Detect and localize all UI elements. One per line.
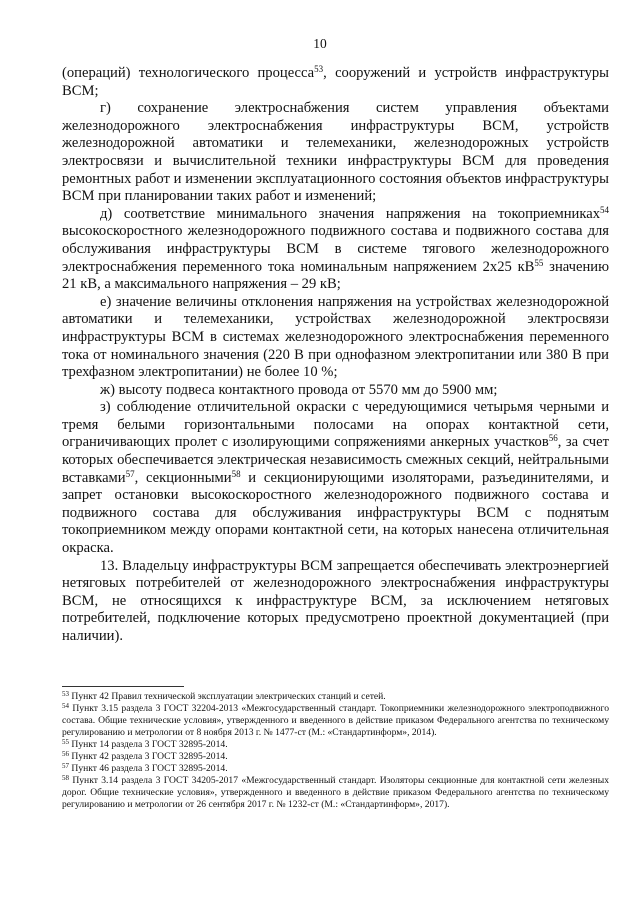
footnote: $^{57}$ Пункт 46 раздела 3 ГОСТ 32895-2014.: [62, 762, 228, 774]
footnote-ref: 58: [231, 468, 241, 479]
paragraph-continuation: (операций) технологического процесса$^{53}$, сооружений и устройств инфраструктуры ВСМ;: [62, 64, 609, 99]
footnote: $^{55}$ Пункт 14 раздела 3 ГОСТ 32895-2014.: [62, 738, 228, 750]
page-number: 10: [313, 36, 327, 51]
paragraph-item-d: д) соответствие минимального значения напряжения на токоприемниках$^{54}$ высокоскоростного железнодорожного подвижного состава и подвижного состава для обслуживания инфраструктуры ВСМ в системе тягового железнодорожного электроснабжения переменного тока номинальным напряжением 2х25 $кВ^{55}$ значению 21 кВ, а максимального напряжения – 29 кВ;: [62, 204, 609, 293]
paragraph-item-zh: ж) высоту подвеса контактного провода от 5570 мм до 5900 мм;: [100, 381, 498, 398]
footnote: $^{54}$ Пункт 3.15 раздела 3 ГОСТ 32204-2013 «Межгосударственный стандарт. Токоприемники железнодорожного электроподвижного состава. Общие технические условия», утвержденного и введенного в действие приказом Федерального агентства по техническому регулированию и метрологии от 8 ноября 2013 г. № 1477-ст (М.: «Стандартинформ», 2014).: [62, 702, 609, 738]
paragraph-item-z: з) соблюдение отличительной окраски с чередующимися четырьмя черными и тремя белыми горизонтальными полосами на опорах контактной сети, ограничивающих пролет с изолирующими сопряжениями анкерных участков$^{56}$, за счет которых обеспечивается электрическая независимость смежных секций, нейтральными вставками$^{57}$, секционными$^{58}$ и секционирующими изоляторами, разъединителями, и запрет остановки высокоскоростного железнодорожного подвижного состава и подвижного состава для обслуживания инфраструктуры ВСМ с поднятым токоприемником между опорами контактной сети, на которых нанесена отличительная окраска.: [62, 399, 609, 557]
paragraph-item-g: г) сохранение электроснабжения систем управления объектами железнодорожного электроснабжения инфраструктуры ВСМ, устройств железнодорожной автоматики и телемеханики, железнодорожных устройств электросвязи и вычислительной техники инфраструктуры ВСМ для проведения ремонтных работ и изменении эксплуатационного состояния объектов инфраструктуры ВСМ при планировании таких работ и изменений;: [62, 100, 609, 205]
footnote-ref: 53: [314, 64, 324, 74]
footnote-separator: [62, 686, 184, 687]
footnote: $^{53}$ Пункт 42 Правил технической эксплуатации электрических станций и сетей.: [62, 690, 386, 702]
footnote: $^{56}$ Пункт 42 раздела 3 ГОСТ 32895-2014.: [62, 750, 228, 762]
paragraph-13: 13. Владельцу инфраструктуры ВСМ запрещается обеспечивать электроэнергией нетяговых потребителей от железнодорожного электроснабжения инфраструктуры ВСМ, не относящихся к инфраструктуре ВСМ, за исключением нетяговых потребителей, подключение которых предусмотрено проектной документацией (при наличии).: [62, 557, 609, 644]
footnote-ref: 55: [534, 257, 544, 268]
paragraph-item-e: е) значение величины отклонения напряжения на устройствах железнодорожной автоматики и телемеханики, устройствах железнодорожной электросвязи инфраструктуры ВСМ в системах железнодорожного электроснабжения переменного тока от номинального значения (220 В при однофазном электропитании или 380 В при трехфазном электропитании) не более 10 %;: [62, 293, 609, 381]
footnote: $^{58}$ Пункт 3.14 раздела 3 ГОСТ 34205-2017 «Межгосударственный стандарт. Изоляторы секционные для контактной сети железных дорог. Общие технические условия», утвержденного и введенного в действие приказом Федерального агентства по техническому регулированию и метрологии от 26 сентября 2017 г. № 1232-ст (М.: «Стандартинформ», 2017).: [62, 774, 609, 810]
footnote-ref: 54: [600, 204, 609, 215]
footnote-ref: 56: [548, 433, 558, 444]
body-text: [62, 65, 609, 646]
footnotes: [62, 691, 609, 811]
footnote-ref: 57: [125, 468, 135, 479]
